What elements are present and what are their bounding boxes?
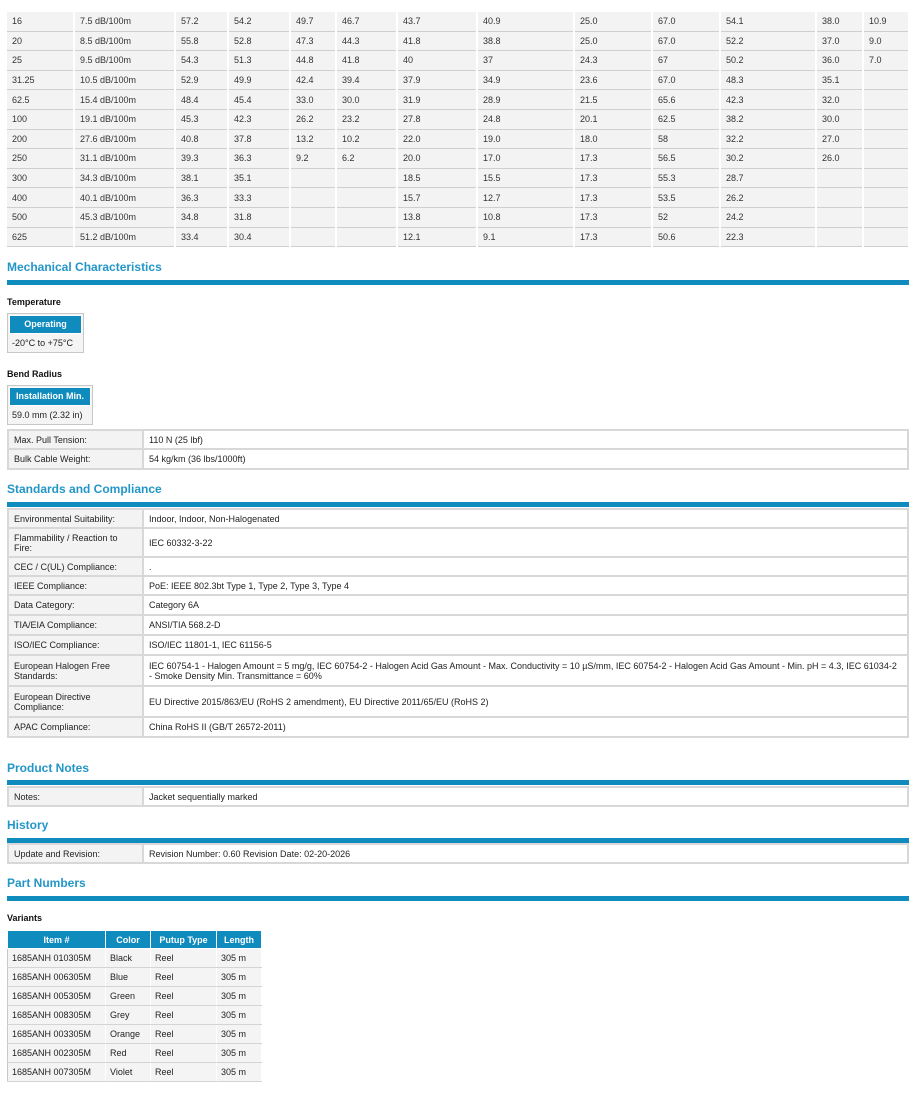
row-value: IEC 60332-3-22 — [143, 528, 908, 557]
table-cell: 1685ANH 005305M — [8, 987, 106, 1006]
table-cell: 67 — [652, 51, 720, 71]
table-cell: 39.4 — [336, 70, 397, 90]
table-cell: 67.0 — [652, 70, 720, 90]
bend-radius-table — [7, 385, 93, 425]
table-cell: 42.3 — [720, 90, 816, 110]
table-cell: 53.5 — [652, 188, 720, 208]
table-cell: 52.2 — [720, 31, 816, 51]
table-row — [7, 129, 909, 149]
column-header: Putup Type — [151, 931, 217, 949]
table-cell: 17.3 — [574, 227, 652, 247]
table-cell — [863, 188, 909, 208]
table-row — [8, 987, 262, 1006]
table-row — [7, 90, 909, 110]
row-value: Category 6A — [143, 595, 908, 615]
section-title-mechanical: Mechanical Characteristics — [7, 260, 162, 274]
table-cell: 34.8 — [175, 207, 228, 227]
row-label: Environmental Suitability: — [8, 509, 143, 528]
table-cell: 38.0 — [816, 12, 863, 31]
table-cell — [816, 188, 863, 208]
table-cell: 23.2 — [336, 109, 397, 129]
table-cell: 17.3 — [574, 188, 652, 208]
temperature-table — [7, 313, 84, 353]
table-cell: 26.2 — [720, 188, 816, 208]
table-cell: 15.5 — [477, 168, 574, 188]
table-cell: 38.2 — [720, 109, 816, 129]
table-cell: Violet — [106, 1063, 151, 1082]
table-cell: 27.8 — [397, 109, 477, 129]
table-cell: 30.2 — [720, 149, 816, 169]
table-cell: 36.3 — [228, 149, 290, 169]
table-cell: Red — [106, 1044, 151, 1063]
table-cell: 65.6 — [652, 90, 720, 110]
row-label: ISO/IEC Compliance: — [8, 635, 143, 655]
table-row — [7, 31, 909, 51]
table-cell: 305 m — [217, 1006, 262, 1025]
table-cell: 22.3 — [720, 227, 816, 247]
table-cell: 51.3 — [228, 51, 290, 71]
table-cell: Reel — [151, 987, 217, 1006]
table-cell: 26.2 — [290, 109, 336, 129]
table-cell: 1685ANH 010305M — [8, 949, 106, 968]
table-cell: 10.9 — [863, 12, 909, 31]
table-row — [8, 528, 908, 557]
table-row — [8, 968, 262, 987]
table-cell — [863, 90, 909, 110]
table-row — [8, 615, 908, 635]
table-cell: 35.1 — [816, 70, 863, 90]
table-cell: 17.0 — [477, 149, 574, 169]
table-cell: 305 m — [217, 949, 262, 968]
table-cell: 9.2 — [290, 149, 336, 169]
table-cell: 9.5 dB/100m — [74, 51, 175, 71]
table-cell: 52.9 — [175, 70, 228, 90]
table-cell: 40.9 — [477, 12, 574, 31]
table-cell: 56.5 — [652, 149, 720, 169]
column-header: Item # — [8, 931, 106, 949]
row-value: PoE: IEEE 802.3bt Type 1, Type 2, Type 3, Type 4 — [143, 576, 908, 595]
table-cell: 55.8 — [175, 31, 228, 51]
table-cell: 26.0 — [816, 149, 863, 169]
table-cell: 33.0 — [290, 90, 336, 110]
row-value: Revision Number: 0.60 Revision Date: 02-20-2026 — [143, 844, 908, 863]
table-cell: 305 m — [217, 1025, 262, 1044]
row-value: Jacket sequentially marked — [143, 787, 908, 806]
table-cell: 62.5 — [7, 90, 74, 110]
variants-label: Variants — [7, 913, 43, 923]
table-cell: 45.4 — [228, 90, 290, 110]
table-cell: Grey — [106, 1006, 151, 1025]
table-cell: 23.6 — [574, 70, 652, 90]
table-row — [8, 595, 908, 615]
table-cell: 6.2 — [336, 149, 397, 169]
section-title-history: History — [7, 818, 49, 832]
table-cell — [336, 207, 397, 227]
table-cell: 20 — [7, 31, 74, 51]
table-cell: 40 — [397, 51, 477, 71]
row-label: Data Category: — [8, 595, 143, 615]
table-cell: 38.8 — [477, 31, 574, 51]
table-cell: 35.1 — [228, 168, 290, 188]
table-cell: 9.0 — [863, 31, 909, 51]
table-cell: 58 — [652, 129, 720, 149]
table-cell: 67.0 — [652, 31, 720, 51]
table-cell: 40.1 dB/100m — [74, 188, 175, 208]
table-cell: Orange — [106, 1025, 151, 1044]
table-row — [7, 207, 909, 227]
table-cell: 38.1 — [175, 168, 228, 188]
table-cell: 27.6 dB/100m — [74, 129, 175, 149]
table-cell: 1685ANH 008305M — [8, 1006, 106, 1025]
table-cell: 1685ANH 003305M — [8, 1025, 106, 1044]
table-cell: 1685ANH 006305M — [8, 968, 106, 987]
table-cell: 37.8 — [228, 129, 290, 149]
table-cell: 300 — [7, 168, 74, 188]
table-cell: 54.3 — [175, 51, 228, 71]
bend-radius-value: 59.0 mm (2.32 in) — [8, 407, 92, 424]
section-title-product-notes: Product Notes — [7, 761, 90, 775]
table-cell — [863, 129, 909, 149]
section-divider — [7, 896, 909, 901]
table-cell — [863, 70, 909, 90]
table-cell — [863, 109, 909, 129]
table-cell: 45.3 — [175, 109, 228, 129]
table-cell: 44.8 — [290, 51, 336, 71]
temperature-header: Operating — [9, 315, 82, 334]
table-cell: 250 — [7, 149, 74, 169]
table-cell: 7.5 dB/100m — [74, 12, 175, 31]
row-label: Update and Revision: — [8, 844, 143, 863]
table-row — [8, 655, 908, 686]
table-row — [7, 149, 909, 169]
table-cell: 55.3 — [652, 168, 720, 188]
table-cell: 41.8 — [397, 31, 477, 51]
table-cell: Reel — [151, 949, 217, 968]
table-row — [8, 430, 908, 449]
table-cell: 625 — [7, 227, 74, 247]
table-cell: 48.3 — [720, 70, 816, 90]
table-row — [7, 109, 909, 129]
table-cell: 51.2 dB/100m — [74, 227, 175, 247]
table-cell — [290, 188, 336, 208]
table-cell: 33.4 — [175, 227, 228, 247]
table-cell — [336, 168, 397, 188]
table-row — [7, 168, 909, 188]
table-cell: 17.3 — [574, 149, 652, 169]
table-cell: 47.3 — [290, 31, 336, 51]
table-cell: 9.1 — [477, 227, 574, 247]
section-title-standards: Standards and Compliance — [7, 482, 162, 496]
table-cell: 30.0 — [816, 109, 863, 129]
table-cell: 15.7 — [397, 188, 477, 208]
table-cell: 32.2 — [720, 129, 816, 149]
table-cell: 44.3 — [336, 31, 397, 51]
section-divider — [7, 780, 909, 785]
table-cell: 10.5 dB/100m — [74, 70, 175, 90]
row-label: TIA/EIA Compliance: — [8, 615, 143, 635]
table-row — [7, 188, 909, 208]
table-row — [7, 227, 909, 247]
row-value: IEC 60754-1 - Halogen Amount = 5 mg/g, IEC 60754-2 - Halogen Acid Gas Amount - Max. Conductivity = 10 µS/mm, IEC 60754-2 - Halogen Acid Gas Amount - Min. pH = 4.3, IEC 61034-2 - Smoke Density Min. Transmittance = 60% — [143, 655, 908, 686]
table-row — [8, 1025, 262, 1044]
table-cell: 1685ANH 002305M — [8, 1044, 106, 1063]
variants-table — [7, 930, 262, 1082]
table-cell: 16 — [7, 12, 74, 31]
table-cell: 41.8 — [336, 51, 397, 71]
table-cell: 24.8 — [477, 109, 574, 129]
table-cell: 8.5 dB/100m — [74, 31, 175, 51]
row-value: EU Directive 2015/863/EU (RoHS 2 amendment), EU Directive 2011/65/EU (RoHS 2) — [143, 686, 908, 717]
table-row — [8, 1063, 262, 1082]
table-cell: 18.0 — [574, 129, 652, 149]
table-cell — [290, 227, 336, 247]
row-label: APAC Compliance: — [8, 717, 143, 737]
table-cell: 18.5 — [397, 168, 477, 188]
row-value: . — [143, 557, 908, 576]
row-value: ANSI/TIA 568.2-D — [143, 615, 908, 635]
table-cell: 305 m — [217, 1063, 262, 1082]
table-row — [8, 686, 908, 717]
mechanical-table — [7, 429, 909, 470]
table-cell: Green — [106, 987, 151, 1006]
table-cell: 49.7 — [290, 12, 336, 31]
table-row — [8, 557, 908, 576]
table-cell: 305 m — [217, 987, 262, 1006]
table-cell: 37.9 — [397, 70, 477, 90]
table-cell: 48.4 — [175, 90, 228, 110]
table-cell — [290, 168, 336, 188]
table-cell: 12.1 — [397, 227, 477, 247]
table-cell: 31.25 — [7, 70, 74, 90]
table-cell — [816, 227, 863, 247]
table-cell: 25.0 — [574, 12, 652, 31]
table-cell: 20.1 — [574, 109, 652, 129]
table-cell: 37.0 — [816, 31, 863, 51]
section-title-part-numbers: Part Numbers — [7, 876, 86, 890]
table-cell: 45.3 dB/100m — [74, 207, 175, 227]
row-label: European Halogen Free Standards: — [8, 655, 143, 686]
row-label: CEC / C(UL) Compliance: — [8, 557, 143, 576]
bend-radius-header: Installation Min. — [9, 387, 91, 406]
table-cell: Reel — [151, 968, 217, 987]
table-cell: 305 m — [217, 1044, 262, 1063]
table-cell: 43.7 — [397, 12, 477, 31]
table-cell: 31.8 — [228, 207, 290, 227]
table-cell: 57.2 — [175, 12, 228, 31]
table-cell — [290, 207, 336, 227]
table-row — [8, 1006, 262, 1025]
row-value: 54 kg/km (36 lbs/1000ft) — [143, 449, 908, 469]
table-cell: 37 — [477, 51, 574, 71]
table-cell: 10.8 — [477, 207, 574, 227]
temperature-label: Temperature — [7, 297, 61, 307]
table-cell: Blue — [106, 968, 151, 987]
table-cell: 32.0 — [816, 90, 863, 110]
table-cell: 305 m — [217, 968, 262, 987]
table-cell: 25 — [7, 51, 74, 71]
table-row — [8, 635, 908, 655]
table-cell: 54.2 — [228, 12, 290, 31]
section-divider — [7, 280, 909, 285]
row-label: Flammability / Reaction to Fire: — [8, 528, 143, 557]
table-cell: 19.1 dB/100m — [74, 109, 175, 129]
table-row — [8, 949, 262, 968]
table-cell: Reel — [151, 1025, 217, 1044]
table-row — [8, 844, 908, 863]
table-cell: 36.0 — [816, 51, 863, 71]
table-cell: 33.3 — [228, 188, 290, 208]
table-cell: 13.8 — [397, 207, 477, 227]
table-cell: 28.7 — [720, 168, 816, 188]
table-cell: Reel — [151, 1044, 217, 1063]
table-cell: 52 — [652, 207, 720, 227]
table-cell: 31.1 dB/100m — [74, 149, 175, 169]
table-cell: 40.8 — [175, 129, 228, 149]
table-cell — [336, 188, 397, 208]
table-cell: 34.9 — [477, 70, 574, 90]
row-label: Max. Pull Tension: — [8, 430, 143, 449]
table-cell: 21.5 — [574, 90, 652, 110]
table-cell: 50.2 — [720, 51, 816, 71]
table-cell: 52.8 — [228, 31, 290, 51]
product-notes-table — [7, 786, 909, 807]
table-cell: 500 — [7, 207, 74, 227]
table-cell: 24.3 — [574, 51, 652, 71]
table-cell — [863, 207, 909, 227]
table-cell: 31.9 — [397, 90, 477, 110]
row-value: China RoHS II (GB/T 26572-2011) — [143, 717, 908, 737]
table-cell: 42.4 — [290, 70, 336, 90]
column-header: Color — [106, 931, 151, 949]
temperature-value: -20°C to +75°C — [8, 335, 83, 352]
table-cell: 100 — [7, 109, 74, 129]
table-row — [8, 449, 908, 469]
table-cell: 62.5 — [652, 109, 720, 129]
section-divider — [7, 502, 909, 507]
table-cell — [336, 227, 397, 247]
table-cell — [863, 227, 909, 247]
row-label: Notes: — [8, 787, 143, 806]
table-cell: 22.0 — [397, 129, 477, 149]
table-cell: 39.3 — [175, 149, 228, 169]
table-row — [7, 70, 909, 90]
bend-radius-label: Bend Radius — [7, 369, 63, 379]
table-cell: 400 — [7, 188, 74, 208]
row-label: European Directive Compliance: — [8, 686, 143, 717]
table-cell: 30.0 — [336, 90, 397, 110]
row-value: 110 N (25 lbf) — [143, 430, 908, 449]
table-cell — [863, 168, 909, 188]
table-cell: 13.2 — [290, 129, 336, 149]
table-cell — [816, 207, 863, 227]
table-cell: 10.2 — [336, 129, 397, 149]
table-cell: 36.3 — [175, 188, 228, 208]
table-row — [7, 51, 909, 71]
table-cell: 42.3 — [228, 109, 290, 129]
table-cell: 27.0 — [816, 129, 863, 149]
table-row — [8, 1044, 262, 1063]
table-cell: 67.0 — [652, 12, 720, 31]
table-cell: Black — [106, 949, 151, 968]
row-label: Bulk Cable Weight: — [8, 449, 143, 469]
history-table — [7, 843, 909, 864]
table-row — [8, 509, 908, 528]
table-cell: 49.9 — [228, 70, 290, 90]
row-label: IEEE Compliance: — [8, 576, 143, 595]
table-cell: 1685ANH 007305M — [8, 1063, 106, 1082]
table-cell: 34.3 dB/100m — [74, 168, 175, 188]
table-cell: 28.9 — [477, 90, 574, 110]
electrical-performance-table — [7, 12, 910, 247]
table-cell: 30.4 — [228, 227, 290, 247]
table-cell: 17.3 — [574, 207, 652, 227]
row-value: ISO/IEC 11801-1, IEC 61156-5 — [143, 635, 908, 655]
table-cell: 54.1 — [720, 12, 816, 31]
table-cell: Reel — [151, 1006, 217, 1025]
table-row — [7, 12, 909, 31]
table-cell — [816, 168, 863, 188]
row-value: Indoor, Indoor, Non-Halogenated — [143, 509, 908, 528]
table-cell: 46.7 — [336, 12, 397, 31]
table-row — [8, 717, 908, 737]
table-cell: 7.0 — [863, 51, 909, 71]
table-cell: 20.0 — [397, 149, 477, 169]
table-row — [8, 787, 908, 806]
table-cell: 24.2 — [720, 207, 816, 227]
table-cell: 50.6 — [652, 227, 720, 247]
table-cell: 19.0 — [477, 129, 574, 149]
table-cell: 12.7 — [477, 188, 574, 208]
table-cell: Reel — [151, 1063, 217, 1082]
table-cell: 25.0 — [574, 31, 652, 51]
column-header: Length — [217, 931, 262, 949]
table-cell — [863, 149, 909, 169]
table-cell: 17.3 — [574, 168, 652, 188]
standards-table — [7, 508, 909, 738]
table-cell: 15.4 dB/100m — [74, 90, 175, 110]
table-row — [8, 576, 908, 595]
table-cell: 200 — [7, 129, 74, 149]
